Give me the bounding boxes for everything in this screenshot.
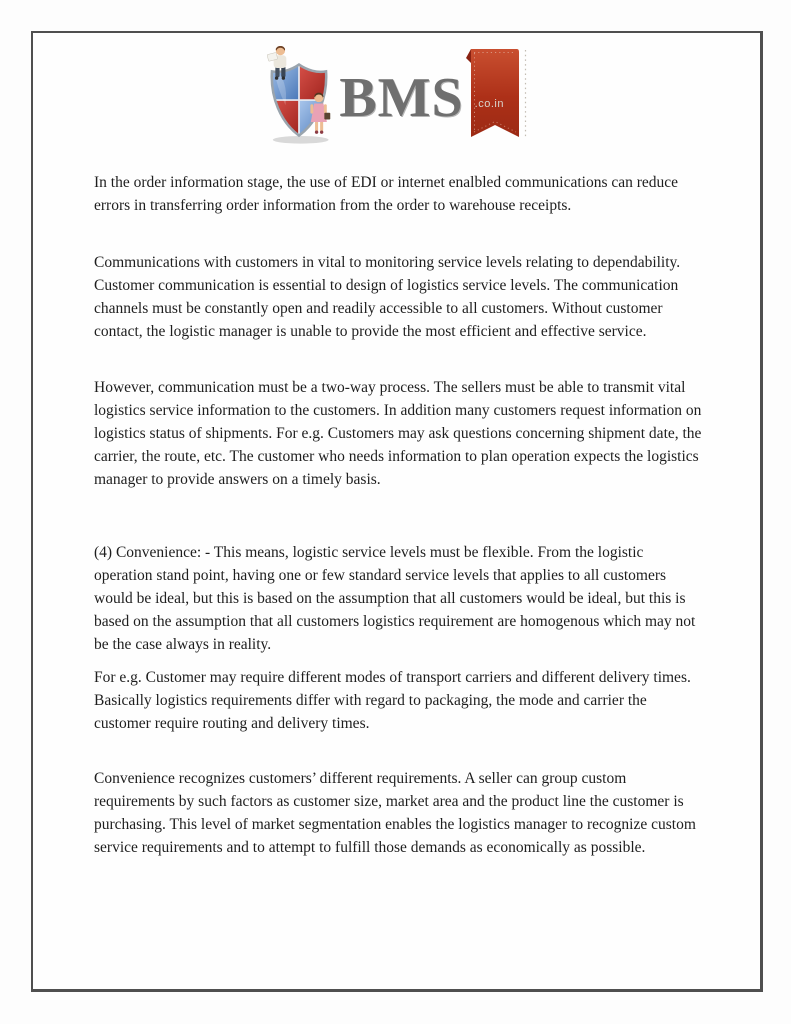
document-page bbox=[31, 31, 763, 992]
bms-logo bbox=[33, 46, 760, 144]
paragraph-transport-modes: For e.g. Customer may require different modes of transport carriers and different delivery times. Basically logistics requirements differ with regard to packaging, the mode and carrier the customer require routing and delivery times. bbox=[94, 669, 691, 732]
paragraph-market-segmentation: Convenience recognizes customers’ different requirements. A seller can group custom requirements by such factors as customer size, market area and the product line the customer is purchasing. This level of market segmentation enables the logistics manager to recognize custom service requirements and to attempt to fulfill those demands as economically as possible. bbox=[94, 770, 696, 856]
boy-figure bbox=[267, 46, 286, 80]
ribbon-bookmark bbox=[466, 46, 532, 144]
domain-suffix-text: .co.in bbox=[474, 98, 504, 110]
ribbon-bookmark-icon bbox=[466, 46, 532, 144]
paragraph-convenience-heading: (4) Convenience: - This means, logistic service levels must be flexible. From the logistic operation stand point, having one or few standard service levels that applies to all customers would be ideal, but this is based on the assumption that all customers would be ideal, but this is based on the assumption that all customers logistics requirement are homogenous which may not be the case always in reality. bbox=[94, 544, 696, 653]
paragraph-order-information: In the order information stage, the use of EDI or internet enalbled communications can reduce errors in transferring order information from the order to warehouse receipts. bbox=[94, 174, 679, 214]
brand-wordmark: BMS bbox=[339, 67, 464, 129]
paragraph-two-way-process: However, communication must be a two-way process. The sellers must be able to transmit vital logistics service information to the customers. In addition many customers request information on logistics status of shipments. For e.g. Customers may ask questions concerning shipment date, the carrier, the route, etc. The customer who needs information to plan operation expects the logistics manager to provide answers on a timely basis. bbox=[94, 379, 702, 488]
shield-students-icon bbox=[261, 46, 337, 144]
document-content bbox=[33, 171, 760, 859]
paragraph-communications-vital: Communications with customers in vital to monitoring service levels relating to dependability. Customer communication is essential to design of logistics service levels. The communication channels must be constantly open and readily accessible to all customers. Without customer contact, the logistic manager is unable to provide the most efficient and effective service. bbox=[94, 254, 681, 340]
shadow-ellipse bbox=[273, 136, 329, 144]
